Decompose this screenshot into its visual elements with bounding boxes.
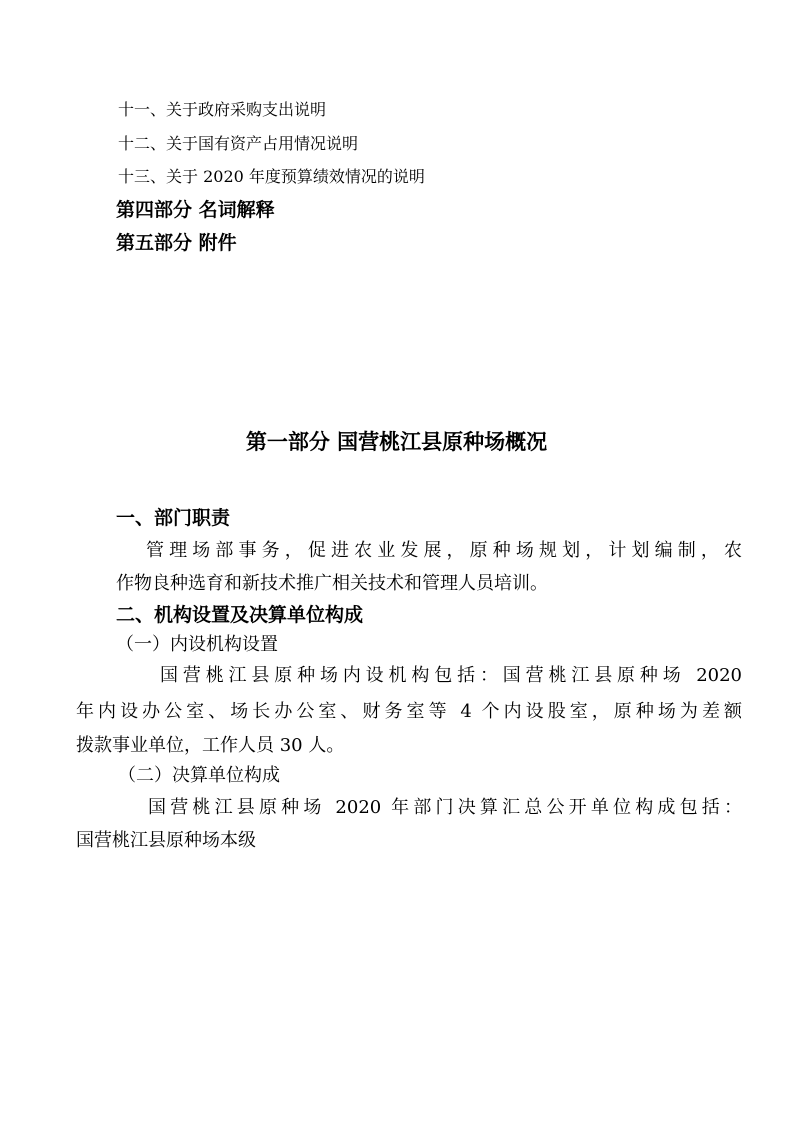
toc-item-13: 十三、关于 2020 年度预算绩效情况的说明: [118, 167, 425, 186]
section-organization-heading: 二、机构设置及决算单位构成: [116, 604, 364, 626]
subsection-units-heading: （二）决算单位构成: [118, 765, 280, 786]
subsection-internal-heading: （一）内设机构设置: [116, 634, 278, 655]
toc-part-4: 第四部分 名词解释: [116, 199, 275, 221]
subsection-internal-line-3: 拨款事业单位，工作人员 30 人。: [76, 735, 345, 756]
toc-part-5: 第五部分 附件: [116, 232, 237, 254]
toc-item-12: 十二、关于国有资产占用情况说明: [118, 134, 359, 153]
subsection-internal-line-1: 国营桃江县原种场内设机构包括：国营桃江县原种场 2020: [160, 665, 742, 686]
subsection-internal-line-2: 年内设办公室、场长办公室、财务室等 4 个内设股室，原种场为差额: [76, 701, 742, 722]
part-one-title: 第一部分 国营桃江县原种场概况: [245, 430, 548, 454]
toc-item-11: 十一、关于政府采购支出说明: [118, 100, 327, 119]
section-duties-line-2: 作物良种选育和新技术推广相关技术和管理人员培训。: [116, 573, 548, 594]
subsection-units-line-1: 国营桃江县原种场 2020 年部门决算汇总公开单位构成包括：: [148, 797, 742, 818]
section-duties-heading: 一、部门职责: [116, 507, 231, 529]
subsection-units-line-2: 国营桃江县原种场本级: [76, 830, 256, 851]
section-duties-line-1: 管理场部事务，促进农业发展，原种场规划，计划编制，农: [146, 540, 742, 561]
